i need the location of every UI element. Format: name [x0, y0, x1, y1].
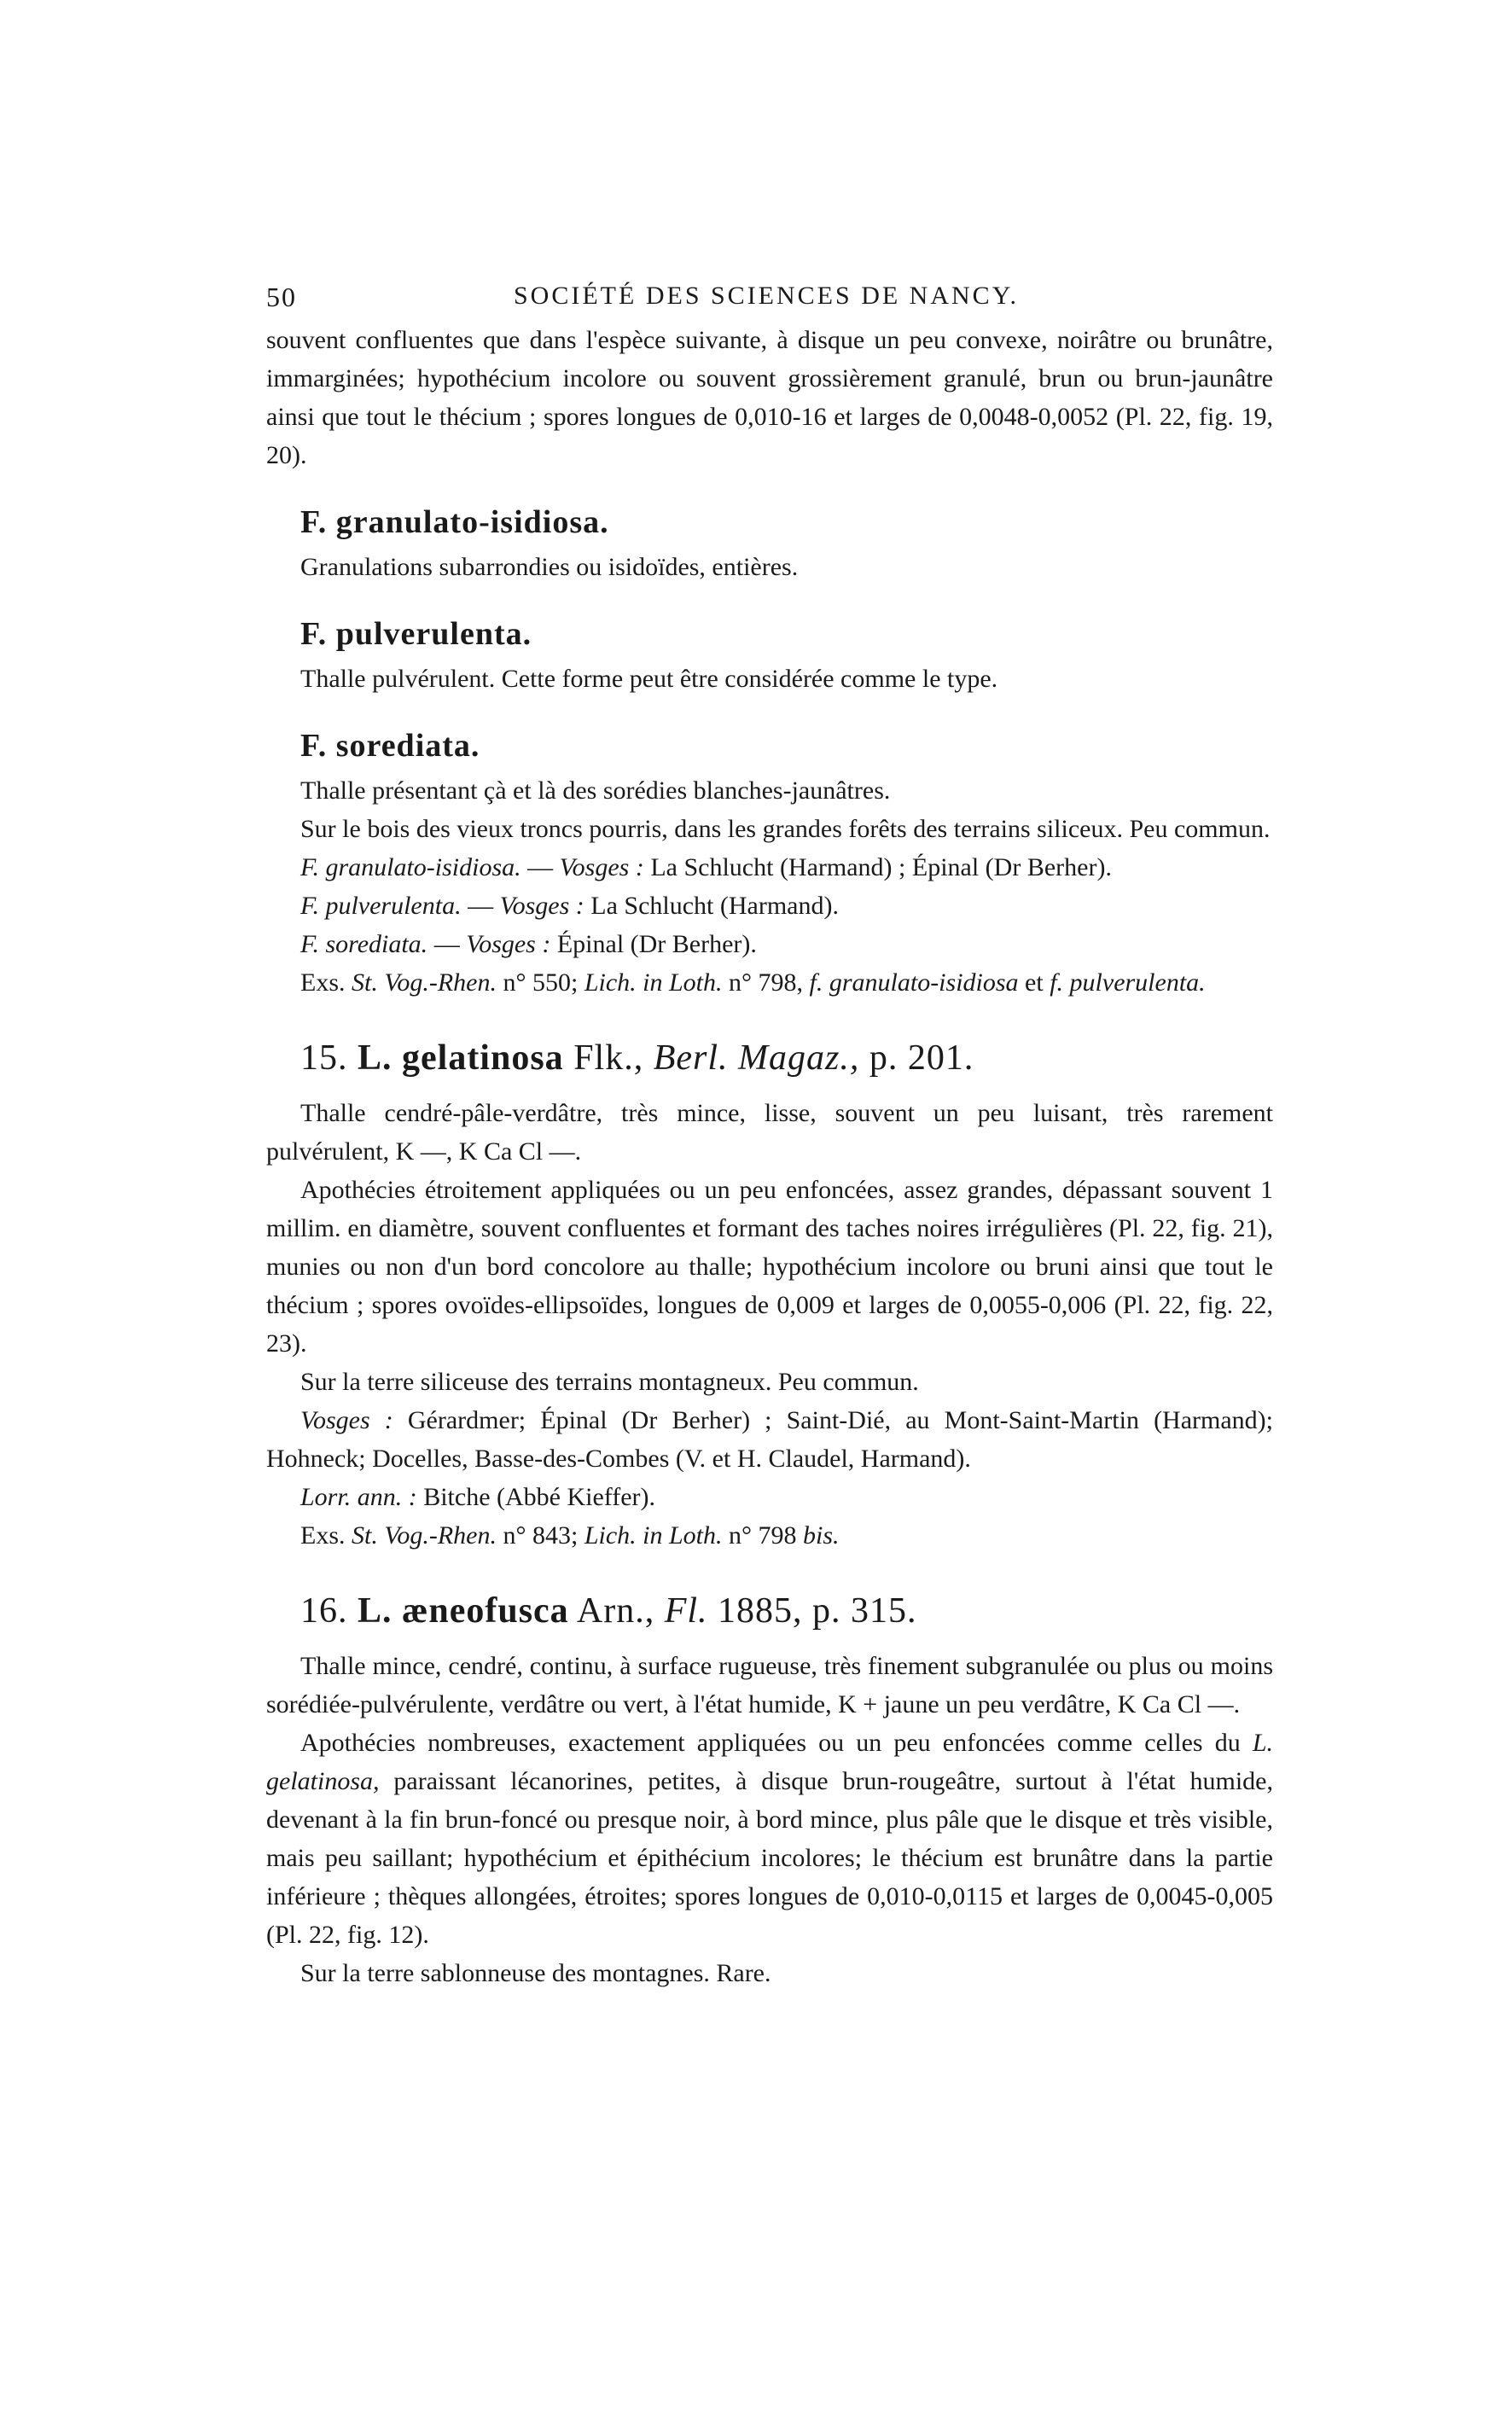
thalle-paragraph: Thalle mince, cendré, continu, à surface rugueuse, très finement subgranulée ou plus ou moins sorédiée-pulvérulente, verdâtre ou vert, à l'état humide, K + jaune un peu verdâtre, K Ca Cl —.	[266, 1652, 1273, 1718]
species-author: Arn.,	[568, 1591, 665, 1631]
form-heading-sorediata: F. sorediata.	[300, 728, 480, 764]
exsiccata-form: f. granulato-isidiosa	[809, 968, 1019, 997]
apothecies-paragraph	[266, 1724, 1273, 1954]
region-name: Lorr. ann. :	[300, 1483, 417, 1511]
species-name: L. gelatinosa	[358, 1038, 564, 1078]
region-name: Vosges :	[499, 892, 584, 920]
species-heading-gelatinosa	[300, 1038, 1273, 1079]
species-reference: Berl. Magaz.,	[653, 1038, 860, 1078]
form-description-pulverulenta: Thalle pulvérulent. Cette forme peut être considérée comme le type.	[300, 665, 998, 693]
exsiccata-suffix: bis.	[803, 1521, 840, 1550]
locality-line	[266, 1401, 1273, 1478]
taxon-name: L. gelatinosa,	[266, 1729, 1273, 1795]
running-header	[266, 282, 1273, 321]
taxon-name: F. granulato-isidiosa.	[300, 853, 521, 881]
habitat-paragraph: Sur la terre siliceuse des terrains montagneux. Peu commun.	[300, 1368, 919, 1396]
locality-line	[266, 925, 1273, 963]
locality-line	[266, 887, 1273, 925]
document-page	[266, 282, 1273, 1992]
exsiccata-reference: Lich. in Loth.	[584, 1521, 723, 1550]
exsiccata-line	[266, 963, 1273, 1002]
form-description-granulato-isidiosa: Granulations subarrondies ou isidoïdes, entières.	[300, 553, 799, 581]
apothecies-text: Apothécies nombreuses, exactement appliquées ou un peu enfoncées comme celles du	[300, 1729, 1253, 1757]
species-author: Flk.,	[563, 1038, 654, 1078]
exsiccata-number: n° 798,	[722, 968, 810, 997]
exsiccata-form: f. pulverulenta.	[1050, 968, 1206, 997]
species-number: 15.	[300, 1038, 348, 1078]
locality-text: Bitche (Abbé Kieffer).	[416, 1483, 656, 1511]
separator: —	[520, 853, 560, 881]
region-name: Vosges :	[300, 1406, 393, 1434]
form-heading-granulato-isidiosa: F. granulato-isidiosa.	[300, 504, 609, 540]
separator: —	[461, 892, 500, 920]
exsiccata-reference: Lich. in Loth.	[584, 968, 723, 997]
locality-line	[266, 848, 1273, 887]
intro-paragraph: souvent confluentes que dans l'espèce suivante, à disque un peu convexe, noirâtre ou brunâtre, immarginées; hypothécium incolore ou souvent grossièrement granulé, brun ou brun-jaunâtre ainsi que tout le thécium ; spores longues de 0,010-16 et larges de 0,0048-0,0052 (Pl. 22, fig. 19, 20).	[266, 326, 1273, 469]
species-page: p. 201.	[859, 1038, 974, 1078]
exsiccata-label: Exs.	[300, 1521, 346, 1550]
habitat-paragraph: Sur le bois des vieux troncs pourris, dans les grandes forêts des terrains siliceux. Peu commun.	[300, 815, 1271, 843]
exsiccata-reference: St. Vog.-Rhen.	[352, 968, 497, 997]
exsiccata-reference: St. Vog.-Rhen.	[352, 1521, 497, 1550]
exsiccata-conjunction: et	[1018, 968, 1050, 997]
journal-title: SOCIÉTÉ DES SCIENCES DE NANCY.	[514, 282, 1019, 310]
locality-text: Gérardmer; Épinal (Dr Berher) ; Saint-Dié, au Mont-Saint-Martin (Harmand); Hohneck; Docelles, Basse-des-Combes (V. et H. Claudel, Harmand).	[266, 1406, 1274, 1473]
exsiccata-line	[266, 1516, 1273, 1555]
separator: —	[427, 930, 467, 958]
locality-text: Épinal (Dr Berher).	[550, 930, 757, 958]
exsiccata-number: n° 550;	[496, 968, 584, 997]
thalle-paragraph: Thalle cendré-pâle-verdâtre, très mince, lisse, souvent un peu luisant, très rarement pulvérulent, K —, K Ca Cl —.	[266, 1099, 1273, 1166]
species-name: L. æneofusca	[358, 1591, 569, 1631]
region-name: Vosges :	[559, 853, 644, 881]
page-number: 50	[266, 282, 297, 312]
exsiccata-number: n° 843;	[496, 1521, 584, 1550]
locality-text: La Schlucht (Harmand).	[584, 892, 839, 920]
species-reference: Fl.	[664, 1591, 708, 1631]
exsiccata-label: Exs.	[300, 968, 346, 997]
taxon-name: F. sorediata.	[300, 930, 428, 958]
species-number: 16.	[300, 1591, 348, 1631]
locality-line	[266, 1478, 1273, 1516]
form-description-sorediata: Thalle présentant çà et là des sorédies blanches-jaunâtres.	[300, 776, 891, 805]
form-heading-pulverulenta: F. pulverulenta.	[300, 616, 532, 652]
apothecies-paragraph: Apothécies étroitement appliquées ou un peu enfoncées, assez grandes, dépassant souvent 1 millim. en diamètre, souvent confluentes et formant des taches noires irrégulières (Pl. 22, fig. 21), munies ou non d'un bord concolore au thalle; hypothécium incolore ou bruni ainsi que tout le thécium ; spores ovoïdes-ellipsoïdes, longues de 0,009 et larges de 0,0055-0,006 (Pl. 22, fig. 22, 23).	[266, 1176, 1273, 1358]
region-name: Vosges :	[466, 930, 551, 958]
locality-text: La Schlucht (Harmand) ; Épinal (Dr Berher).	[643, 853, 1112, 881]
taxon-name: F. pulverulenta.	[300, 892, 462, 920]
species-heading-aeneofusca	[300, 1590, 1273, 1631]
apothecies-text: paraissant lécanorines, petites, à disque brun-rougeâtre, surtout à l'état humide, devenant à la fin brun-foncé ou presque noir, à bord mince, plus pâle que le disque et très visible, mais peu saillant; hypothécium et épithécium incolores; le thécium est brunâtre dans la partie inférieure ; thèques allongées, étroites; spores longues de 0,010-0,0115 et larges de 0,0045-0,005 (Pl. 22, fig. 12).	[266, 1767, 1273, 1949]
habitat-paragraph: Sur la terre sablonneuse des montagnes. Rare.	[300, 1959, 771, 1987]
species-page: 1885, p. 315.	[707, 1591, 917, 1631]
exsiccata-number: n° 798	[722, 1521, 804, 1550]
